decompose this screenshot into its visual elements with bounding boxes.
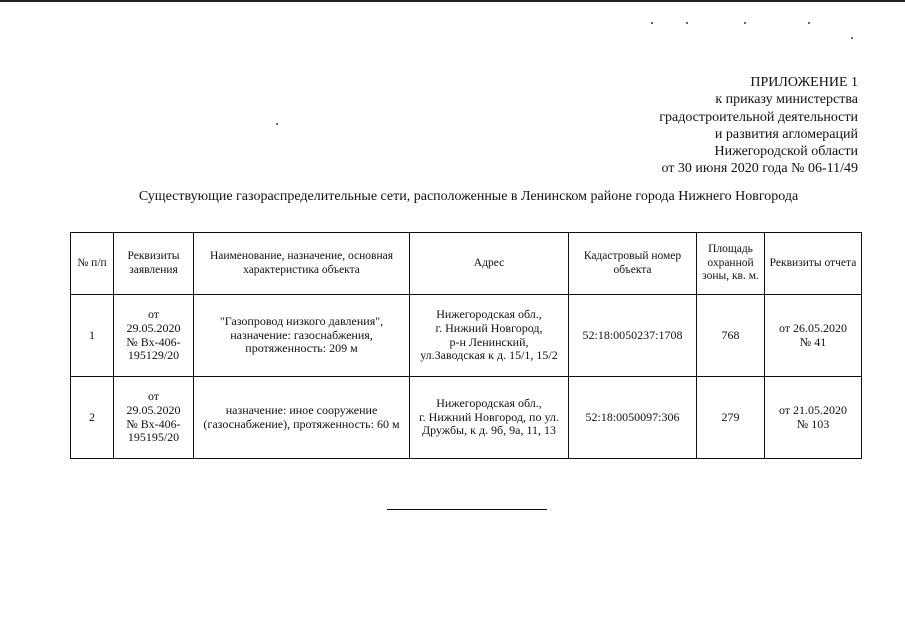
- cell-application: от 29.05.2020 № Вх-406- 195195/20: [114, 377, 194, 459]
- cell-description: "Газопровод низкого давления", назначение: газоснабжения, протяженность: 209 м: [194, 295, 410, 377]
- header-description: Наименование, назначение, основная характеристика объекта: [194, 233, 410, 295]
- appendix-block: [659, 74, 858, 178]
- header-address: Адрес: [410, 233, 569, 295]
- cell-number: 2: [71, 377, 114, 459]
- gas-networks-table: [70, 232, 862, 459]
- header-report: Реквизиты отчета: [765, 233, 862, 295]
- cell-cadastral: 52:18:0050097:306: [569, 377, 697, 459]
- table-row: [71, 295, 862, 377]
- header-cadastral: Кадастровый номер объекта: [569, 233, 697, 295]
- document-title: Существующие газораспределительные сети, расположенные в Ленинском районе города Нижнего Новгорода: [138, 189, 799, 204]
- cell-cadastral: 52:18:0050237:1708: [569, 295, 697, 377]
- scan-speck: [686, 22, 688, 24]
- appendix-line: и развития агломераций: [714, 126, 858, 142]
- cell-report: от 26.05.2020 № 41: [765, 295, 862, 377]
- appendix-line: Нижегородской области: [714, 144, 858, 160]
- scan-top-edge: [0, 0, 905, 2]
- header-application: Реквизиты заявления: [114, 233, 194, 295]
- appendix-line: к приказу министерства: [715, 92, 858, 108]
- cell-area: 279: [697, 377, 765, 459]
- scan-speck: [651, 22, 653, 24]
- scan-speck: [744, 22, 746, 24]
- footer-rule: [387, 509, 547, 510]
- cell-description: назначение: иное сооружение (газоснабжение), протяженность: 60 м: [194, 377, 410, 459]
- table-row: [71, 377, 862, 459]
- table-header-row: [71, 233, 862, 295]
- header-number: № п/п: [71, 233, 114, 295]
- appendix-date-line: от 30 июня 2020 года № 06-11/49: [661, 161, 858, 177]
- scan-speck: [808, 22, 810, 24]
- appendix-heading: ПРИЛОЖЕНИЕ 1: [750, 75, 858, 90]
- cell-address: Нижегородская обл., г. Нижний Новгород, р-н Ленинский, ул.Заводская к д. 15/1, 15/2: [410, 295, 569, 377]
- cell-area: 768: [697, 295, 765, 377]
- scan-speck: [276, 123, 278, 125]
- cell-number: 1: [71, 295, 114, 377]
- scan-speck: [851, 37, 853, 39]
- cell-address: Нижегородская обл., г. Нижний Новгород, по ул. Дружбы, к д. 9б, 9а, 11, 13: [410, 377, 569, 459]
- appendix-line: градостроительной деятельности: [659, 109, 858, 125]
- cell-report: от 21.05.2020 № 103: [765, 377, 862, 459]
- header-area: Площадь охранной зоны, кв. м.: [697, 233, 765, 295]
- cell-application: от 29.05.2020 № Вх-406- 195129/20: [114, 295, 194, 377]
